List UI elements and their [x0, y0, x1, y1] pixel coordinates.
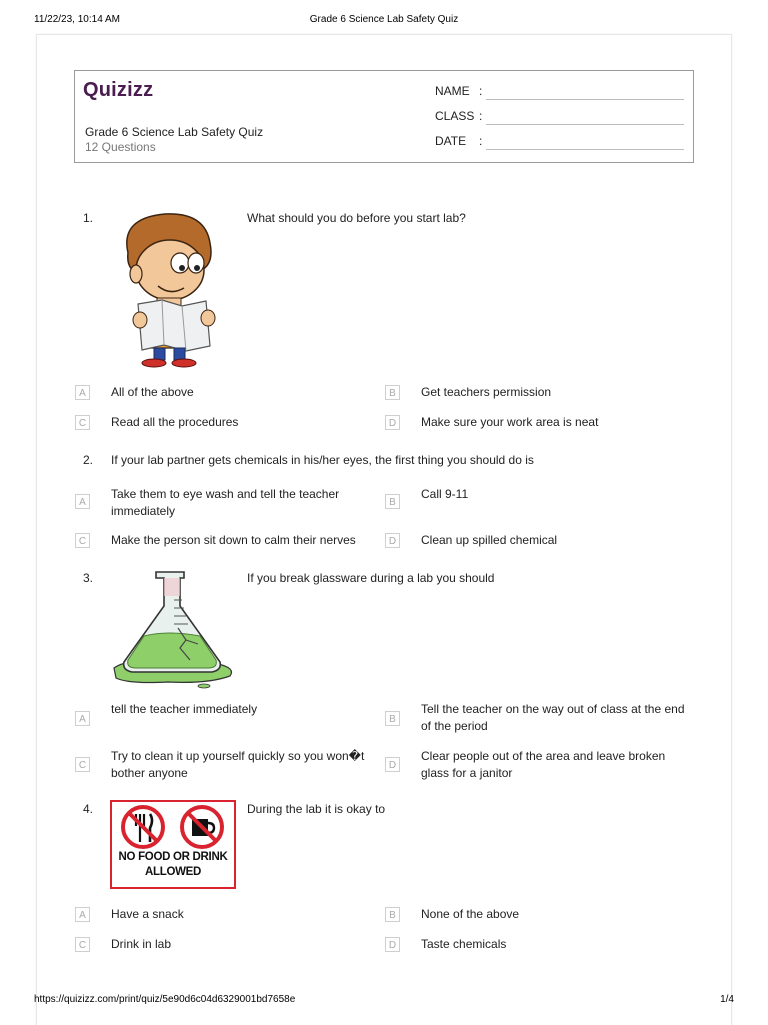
- q3-option-a-text[interactable]: tell the teacher immediately: [111, 702, 258, 716]
- question-4-number: 4.: [83, 802, 94, 816]
- q2-option-a-text[interactable]: Take them to eye wash and tell the teacher immediately: [111, 487, 340, 518]
- quiz-title: Grade 6 Science Lab Safety Quiz: [85, 125, 264, 139]
- q1-option-b-text[interactable]: Get teachers permission: [421, 385, 552, 399]
- boy-reading-map-icon: [110, 208, 240, 368]
- q2-option-c-text[interactable]: Make the person sit down to calm their nerves: [111, 533, 356, 547]
- class-colon: :: [479, 109, 483, 123]
- class-label: CLASS: [435, 109, 475, 123]
- q3-option-c-letter[interactable]: C: [75, 757, 90, 772]
- print-timestamp: 11/22/23, 10:14 AM: [34, 14, 120, 25]
- q1-option-b-letter[interactable]: B: [385, 385, 400, 400]
- q2-option-d-letter[interactable]: D: [385, 533, 400, 548]
- q4-option-b-text[interactable]: None of the above: [421, 907, 520, 921]
- name-colon: :: [479, 84, 483, 98]
- q4-option-c-text[interactable]: Drink in lab: [111, 937, 172, 951]
- date-label: DATE: [435, 134, 467, 148]
- q1-option-a-letter[interactable]: A: [75, 385, 90, 400]
- quiz-info-box: [74, 70, 694, 163]
- no-food-drink-sign-icon: [110, 800, 236, 889]
- q2-option-a-letter[interactable]: A: [75, 494, 90, 509]
- q3-option-b-text[interactable]: Tell the teacher on the way out of class at the end of the period: [421, 702, 685, 733]
- broken-flask-icon: [108, 566, 240, 690]
- q4-option-a-letter[interactable]: A: [75, 907, 90, 922]
- page-number: 1/4: [720, 994, 734, 1005]
- question-count: 12 Questions: [85, 140, 156, 154]
- name-line: [486, 99, 684, 100]
- q2-option-b-letter[interactable]: B: [385, 494, 400, 509]
- q1-option-d-text[interactable]: Make sure your work area is neat: [421, 415, 599, 429]
- sign-text-line-2: ALLOWED: [144, 866, 202, 878]
- q2-option-c-letter[interactable]: C: [75, 533, 90, 548]
- question-1-text: What should you do before you start lab?: [247, 211, 466, 225]
- q4-option-b-letter[interactable]: B: [385, 907, 400, 922]
- q3-option-c-text[interactable]: Try to clean it up yourself quickly so you won�t bother anyone: [111, 749, 365, 780]
- date-line: [486, 149, 684, 150]
- q1-option-c-letter[interactable]: C: [75, 415, 90, 430]
- q1-option-a-text[interactable]: All of the above: [111, 385, 194, 399]
- print-header: [34, 14, 734, 28]
- question-4-text: During the lab it is okay to: [247, 802, 386, 816]
- q4-option-a-text[interactable]: Have a snack: [111, 907, 184, 921]
- q4-option-c-letter[interactable]: C: [75, 937, 90, 952]
- date-colon: :: [479, 134, 483, 148]
- print-footer: [34, 994, 734, 1008]
- q3-option-d-letter[interactable]: D: [385, 757, 400, 772]
- question-2-number: 2.: [83, 453, 94, 467]
- sign-text-line-1: NO FOOD OR DRINK: [118, 851, 228, 863]
- q3-option-a-letter[interactable]: A: [75, 711, 90, 726]
- question-3-text: If you break glassware during a lab you should: [247, 571, 495, 585]
- print-url: https://quizizz.com/print/quiz/5e90d6c04d6329001bd7658e: [34, 994, 296, 1005]
- q3-option-d-text[interactable]: Clear people out of the area and leave broken glass for a janitor: [421, 749, 666, 780]
- question-2-text: If your lab partner gets chemicals in his/her eyes, the first thing you should do is: [111, 453, 534, 467]
- question-1-number: 1.: [83, 211, 94, 225]
- q4-option-d-text[interactable]: Taste chemicals: [421, 937, 507, 951]
- print-title: Grade 6 Science Lab Safety Quiz: [309, 14, 459, 25]
- name-label: NAME: [435, 84, 470, 98]
- q2-option-b-text[interactable]: Call 9-11: [421, 487, 469, 501]
- class-line: [486, 124, 684, 125]
- q4-option-d-letter[interactable]: D: [385, 937, 400, 952]
- question-3-number: 3.: [83, 571, 94, 585]
- q1-option-d-letter[interactable]: D: [385, 415, 400, 430]
- quizizz-logo: Quizizz: [83, 79, 154, 101]
- q1-option-c-text[interactable]: Read all the procedures: [111, 415, 239, 429]
- q2-option-d-text[interactable]: Clean up spilled chemical: [421, 533, 558, 547]
- q3-option-b-letter[interactable]: B: [385, 711, 400, 726]
